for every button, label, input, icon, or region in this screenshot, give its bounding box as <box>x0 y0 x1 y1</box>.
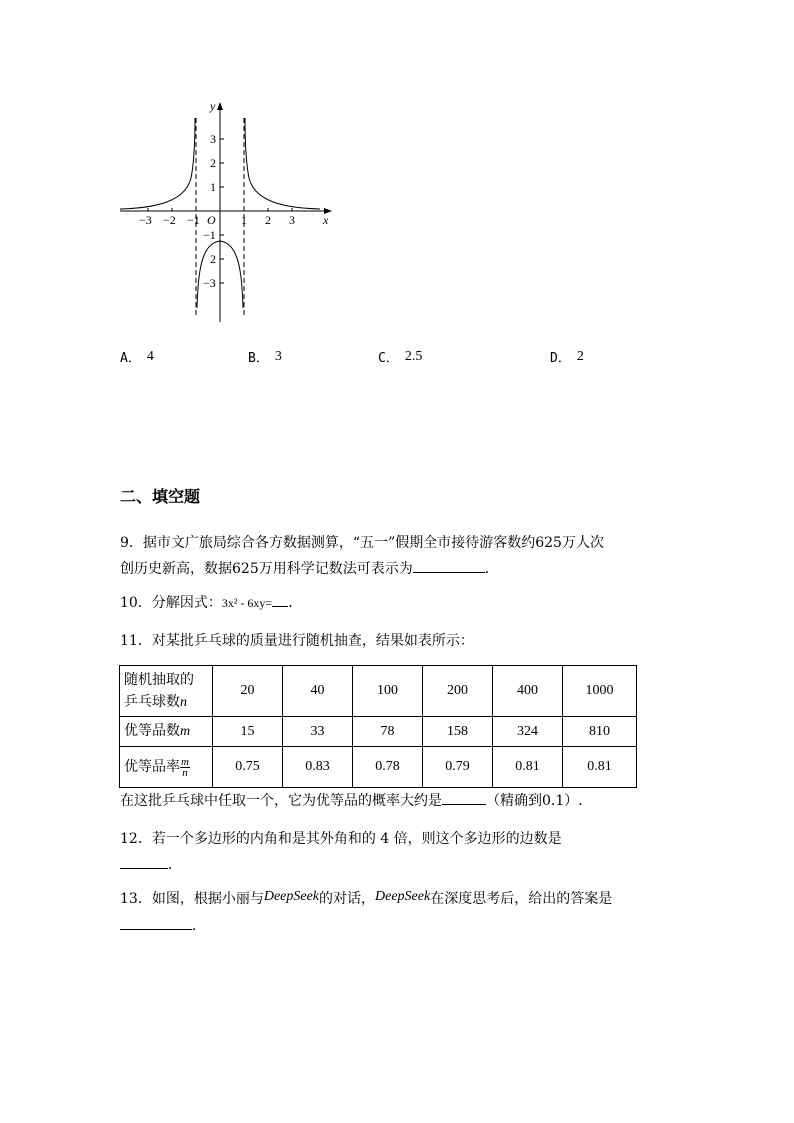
table-row <box>120 666 637 717</box>
question-13-suffix: ． <box>192 918 206 934</box>
table-cell: 1000 <box>563 666 637 717</box>
origin-label: O <box>207 213 216 227</box>
data-table <box>119 665 637 788</box>
table-cell: 0.81 <box>563 747 637 788</box>
option-letter: B． <box>248 351 269 366</box>
question-12-suffix: ． <box>168 857 182 873</box>
answer-blank[interactable] <box>120 852 168 869</box>
question-9 <box>120 530 604 582</box>
curve-left-branch <box>120 118 195 209</box>
y-tick-label: 3 <box>210 132 216 146</box>
table-cell: 324 <box>493 717 563 747</box>
x-tick-label: −3 <box>139 213 152 227</box>
option-a[interactable] <box>120 347 154 367</box>
table-cell: 0.78 <box>353 747 423 788</box>
option-letter: A． <box>120 351 141 366</box>
option-letter: D． <box>550 351 571 366</box>
y-axis-label: y <box>210 99 216 113</box>
var-n: n <box>180 694 187 710</box>
option-value: 3 <box>274 349 282 364</box>
deepseek-name: DeepSeek <box>375 889 431 904</box>
table-row <box>120 747 637 788</box>
question-9-suffix: ． <box>484 561 499 577</box>
question-9-line2 <box>120 556 604 582</box>
fraction-denominator: n <box>182 766 188 779</box>
table-cell: 0.81 <box>493 747 563 788</box>
question-13-line1 <box>120 886 612 913</box>
fraction <box>180 757 190 778</box>
label-line: 乒乓球数 <box>124 693 180 710</box>
table-cell: 200 <box>423 666 493 717</box>
table-cell: 15 <box>213 717 283 747</box>
table-cell: 158 <box>423 717 493 747</box>
question-10 <box>120 590 302 616</box>
table-cell: 100 <box>353 666 423 717</box>
question-10-suffix: ． <box>288 595 303 611</box>
table-row <box>120 717 637 747</box>
table-cell: 400 <box>493 666 563 717</box>
question-11-text: 在这批乒乓球中任取一个，它为优等品的概率大约是 <box>120 793 442 809</box>
question-12 <box>120 826 562 878</box>
option-c[interactable] <box>378 347 422 367</box>
option-b[interactable] <box>248 347 282 367</box>
option-value: 2 <box>576 349 584 364</box>
x-tick-label: 1 <box>241 213 247 227</box>
option-d[interactable] <box>550 347 584 367</box>
question-13-line2 <box>120 913 612 939</box>
table-cell: 0.83 <box>283 747 353 788</box>
option-value: 2.5 <box>404 349 423 364</box>
y-tick-label: 1 <box>210 180 216 194</box>
curve-right-branch <box>245 118 320 209</box>
question-13 <box>120 886 612 939</box>
question-11-followup <box>120 788 583 814</box>
y-tick-label: 2 <box>210 156 216 170</box>
row-label <box>120 717 213 747</box>
question-13-text: 的对话， <box>319 891 376 907</box>
y-tick-label: −1 <box>203 228 216 242</box>
section-title: 二、填空题 <box>120 487 201 506</box>
row-label <box>120 666 213 717</box>
answer-blank[interactable] <box>120 913 192 930</box>
question-12-line1: 12．若一个多边形的内角和是其外角和的 4 倍，则这个多边形的边数是 <box>120 831 562 847</box>
x-tick-label: −2 <box>163 213 176 227</box>
label-text: 优等品率 <box>124 759 180 775</box>
row-label <box>120 747 213 788</box>
table-cell: 40 <box>283 666 353 717</box>
label-text: 优等品数 <box>124 723 180 739</box>
answer-blank[interactable] <box>272 590 288 607</box>
table-cell: 20 <box>213 666 283 717</box>
x-tick-label: −1 <box>187 213 200 227</box>
question-9-line1: 9．据市文广旅局综合各方数据测算，“五一”假期全市接待游客数约625万人次 <box>120 535 604 551</box>
option-value: 4 <box>146 349 154 364</box>
fraction-numerator: m <box>181 755 189 768</box>
function-graph <box>115 98 335 323</box>
question-10-prefix: 10．分解因式： <box>120 595 222 611</box>
y-tick-label: −3 <box>203 276 216 290</box>
question-11-suffix: （精确到0.1）. <box>486 793 583 809</box>
answer-blank[interactable] <box>442 788 486 805</box>
answer-blank[interactable] <box>413 556 485 573</box>
x-tick-label: 3 <box>289 213 295 227</box>
table-cell: 33 <box>283 717 353 747</box>
question-13-text: 13．如图，根据小丽与 <box>120 891 264 907</box>
question-13-text: 在深度思考后，给出的答案是 <box>430 891 613 907</box>
table-cell: 0.79 <box>423 747 493 788</box>
question-11-intro: 11．对某批乒乓球的质量进行随机抽查，结果如表所示： <box>120 633 474 649</box>
table-cell: 0.75 <box>213 747 283 788</box>
x-axis-label: x <box>323 213 329 227</box>
var-m: m <box>180 724 191 739</box>
x-tick-label: 2 <box>265 213 271 227</box>
expression: 3x² - 6xy= <box>221 596 273 610</box>
deepseek-name: DeepSeek <box>263 889 320 904</box>
question-9-text: 创历史新高，数据625万用科学记数法可表示为 <box>120 561 413 577</box>
y-axis-arrow-icon <box>217 102 223 110</box>
label-line: 随机抽取的 <box>124 671 194 688</box>
table-cell: 810 <box>563 717 637 747</box>
option-letter: C． <box>378 351 399 366</box>
question-12-line2 <box>120 852 562 878</box>
y-tick-label: 2 <box>210 252 216 266</box>
table-cell: 78 <box>353 717 423 747</box>
